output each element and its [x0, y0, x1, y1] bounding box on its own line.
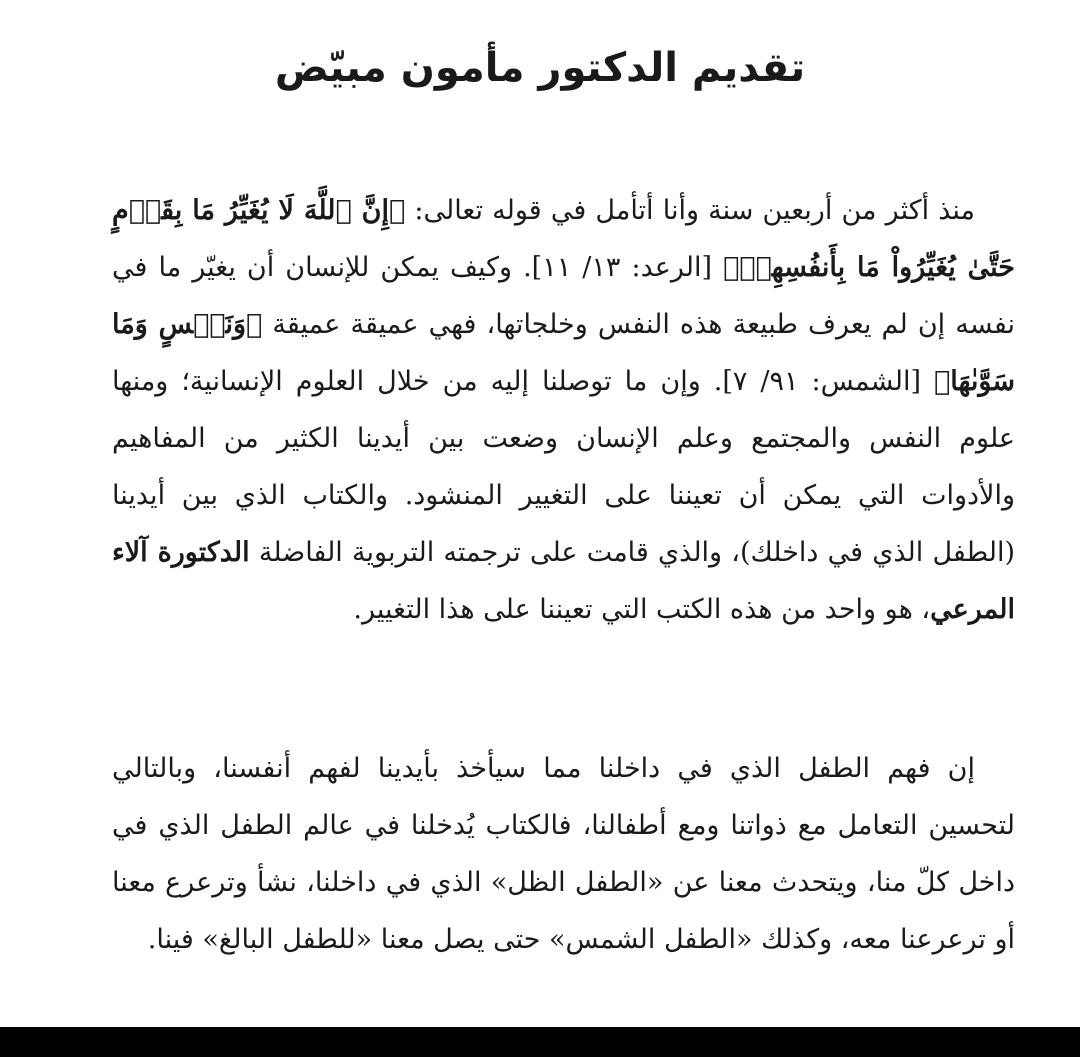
quran-verse-ar-rad: ﴿إِنَّ ٱللَّهَ لَا يُغَيِّرُ مَا بِقَوۡمٍ حَتَّىٰ يُغَيِّرُواْ مَا بِأَنفُسِهِمۡ﴾ — [112, 195, 1015, 283]
page-title: تقديم الدكتور مأمون مبيّض — [274, 45, 806, 91]
paragraph-1 — [112, 182, 1015, 638]
paragraph-1-text-c: [الشمس: ٩١/ ٧]. وإن ما توصلنا إليه من خلال العلوم الإنسانية؛ ومنها علوم النفس والمجتمع وعلم الإنسان وضعت بين أيدينا الكثير من المفاهيم والأدوات التي يمكن أن تعيننا على التغيير المنشود. والكتاب الذي بين أيدينا (الطفل الذي في داخلك)، والذي قامت على ترجمته التربوية الفاضلة — [112, 366, 1015, 568]
paragraph-2 — [112, 740, 1015, 968]
quran-verse-ash-shams: ﴿وَنَفۡسٍ وَمَا سَوَّىٰهَا﴾ — [112, 309, 1015, 397]
paragraph-1-text-d: ، هو واحد من هذه الكتب التي تعيننا على هذا التغيير. — [353, 594, 931, 625]
translator-name: الدكتورة آلاء المرعي — [112, 537, 1015, 625]
paragraph-1-text-b: [الرعد: ١٣/ ١١]. وكيف يمكن للإنسان أن يغيّر ما في نفسه إن لم يعرف طبيعة هذه النفس وخلجاتها، فهي عميقة عميقة — [112, 252, 1015, 340]
bottom-bar — [0, 1027, 1080, 1057]
paragraph-2-text: إن فهم الطفل الذي في داخلنا مما سيأخذ بأيدينا لفهم أنفسنا، وبالتالي لتحسين التعامل مع ذواتنا ومع أطفالنا، فالكتاب يُدخلنا في عالم الطفل الذي في داخل كلّ منا، ويتحدث معنا عن «الطفل الظل» الذي في داخلنا، نشأ وترعرع معنا أو ترعرعنا معه، وكذلك «الطفل الشمس» حتى يصل معنا «للطفل البالغ» فينا. — [112, 753, 1015, 955]
paragraph-1-text-a: منذ أكثر من أربعين سنة وأنا أتأمل في قوله تعالى: — [405, 195, 976, 226]
